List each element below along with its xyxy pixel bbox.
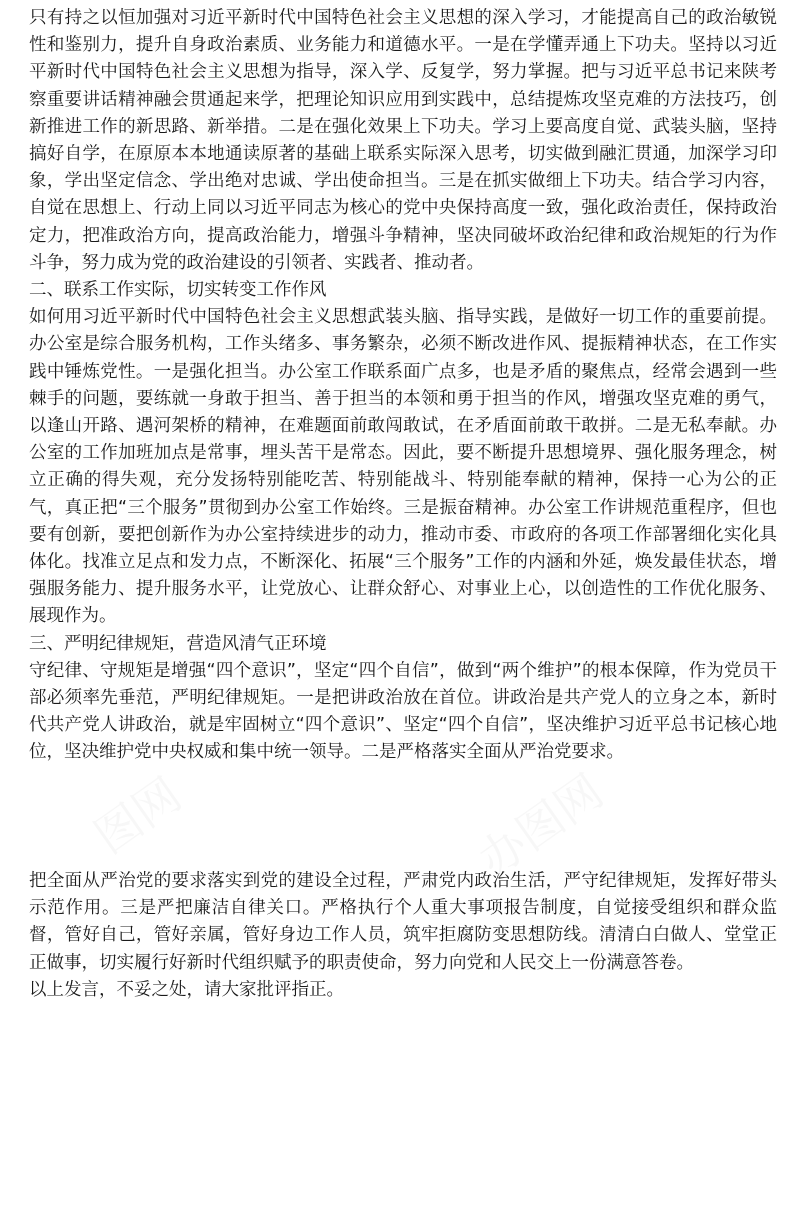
document-body-lower	[29, 868, 777, 1004]
watermark-text: 图网	[84, 766, 191, 864]
paragraph-party-governance: 把全面从严治党的要求落实到党的建设全过程，严肃党内政治生活，严守纪律规矩，发挥好带头示范作用。三是严把廉洁自律关口。严格执行个人重大事项报告制度，自觉接受组织和群众监督，管好自己，管好亲属，管好身边工作人员，筑牢拒腐防变思想防线。清清白白做人、堂堂正正做事，切实履行好新时代组织赋予的职责使命，努力向党和人民交上一份满意答卷。	[29, 871, 777, 973]
section-heading-work-style: 二、联系工作实际，切实转变工作作风	[29, 280, 327, 301]
paragraph-study-theory: 只有持之以恒加强对习近平新时代中国特色社会主义思想的深入学习，才能提高自己的政治敏锐性和鉴别力，提升自身政治素质、业务能力和道德水平。一是在学懂弄通上下功夫。坚持以习近平新时代中国特色社会主义思想为指导，深入学、反复学，努力掌握。把与习近平总书记来陕考察重要讲话精神融会贯通起来学，把理论知识应用到实践中，总结提炼攻坚克难的方法技巧，创新推进工作的新思路、新举措。二是在强化效果上下功夫。学习上要高度自觉、武装头脑，坚持搞好自学，在原原本本地通读原著的基础上联系实际深入思考，切实做到融汇贯通，加深学习印象，学出坚定信念、学出绝对忠诚、学出使命担当。三是在抓实做细上下功夫。结合学习内容，自觉在思想上、行动上同以习近平同志为核心的党中央保持高度一致，强化政治责任，保持政治定力，把准政治方向，提高政治能力，增强斗争精神，坚决同破坏政治纪律和政治规矩的行为作斗争，努力成为党的政治建设的引领者、实践者、推动者。	[29, 8, 777, 273]
section-heading-discipline: 三、严明纪律规矩，营造风清气正环境	[29, 633, 327, 654]
document-body-upper	[29, 5, 777, 767]
paragraph-work-style: 如何用习近平新时代中国特色社会主义思想武装头脑、指导实践，是做好一切工作的重要前提。办公室是综合服务机构，工作头绪多、事务繁杂，必须不断改进作风、提振精神状态，在工作实践中锤炼党性。一是强化担当。办公室工作联系面广点多，也是矛盾的聚焦点，经常会遇到一些棘手的问题，要练就一身敢于担当、善于担当的本领和勇于担当的作风，增强攻坚克难的勇气，以逢山开路、遇河架桥的精神，在难题面前敢闯敢试，在矛盾面前敢干敢拼。二是无私奉献。办公室的工作加班加点是常事，埋头苦干是常态。因此，要不断提升思想境界、强化服务理念，树立正确的得失观，充分发扬特别能吃苦、特别能战斗、特别能奉献的精神，保持一心为公的正气，真正把“三个服务”贯彻到办公室工作始终。三是振奋精神。办公室工作讲规范重程序，但也要有创新，要把创新作为办公室持续进步的动力，推动市委、市政府的各项工作部署细化实化具体化。找准立足点和发力点，不断深化、拓展“三个服务”工作的内涵和外延，焕发最佳状态，增强服务能力、提升服务水平，让党放心、让群众舒心、对事业上心，以创造性的工作优化服务、展现作为。	[29, 307, 777, 627]
watermark-text: 办图网	[468, 763, 613, 888]
paragraph-discipline: 守纪律、守规矩是增强“四个意识”，坚定“四个自信”，做到“两个维护”的根本保障，作为党员干部必须率先垂范，严明纪律规矩。一是把讲政治放在首位。讲政治是共产党人的立身之本，新时代共产党人讲政治，就是牢固树立“四个意识”、坚定“四个自信”，坚决维护习近平总书记核心地位，坚决维护党中央权威和集中统一领导。二是严格落实全面从严治党要求。	[29, 660, 777, 763]
closing-remark: 以上发言，不妥之处，请大家批评指正。	[29, 979, 344, 1000]
